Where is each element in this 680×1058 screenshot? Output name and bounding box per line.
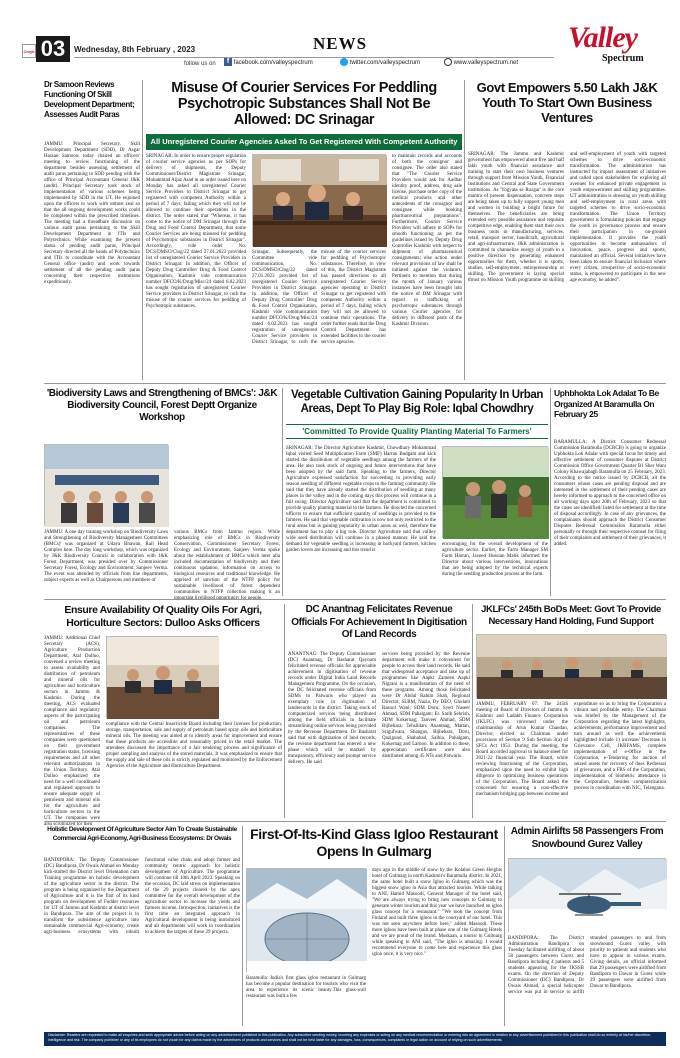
article-anantnag xyxy=(288,604,470,818)
headline-samoon: Dr Samoon Reviews Functioning Of Skill Development Department; Assesses Audit Paras xyxy=(44,80,135,119)
column-divider xyxy=(472,604,473,818)
helicopter-photo-graphic xyxy=(509,859,667,933)
headline-airlifts: Admin Airlifts 58 Passengers From Snowbound Gurez Valley xyxy=(510,826,664,850)
photo-seedlings xyxy=(442,446,548,538)
facebook-url: facebook.com/valleyspectrum xyxy=(233,60,313,66)
headline-vegetable: Vegetable Cultivation Gaining Popularity In Urban Areas, Dept To Play Big Role: Iqbal Chowdhry xyxy=(291,389,543,415)
article-lokadalat xyxy=(554,388,666,596)
column-divider xyxy=(142,80,143,380)
headline-jklfc: JKLFCs' 245th BoDs Meet: Govt To Provide Necessary Hand Holding, Fund Support xyxy=(481,604,661,627)
workshop-photo-graphic xyxy=(45,445,169,527)
body-agri-policy: BANDIPORA: The Deputy Commissioner (DC) Bandipora, Dr Owais Ahmad on Monday kick-started the District level Orientation cum Training programme on holistic development of the agriculture sector in the district. The program is being organized by the Department of Agriculture and it is the first of its kind program on development of Fodder resources for UT of Jammu and Kashmir at district level in Bandipora. The aim of the project is to transform the subsistence agriculture into sustainable commercial Agri-economy, create agri-business ecosystems with inbuilt functional value chain and adopt farmer and community centric approach for holistic development of Agriculture. The programme will continue till 10th April 2023. Speaking on the occasion, DC laid stress on implementation of the 29 projects cleared by the apex committee for the overall development of the agriculture sector to increase the yields and farmers income. Introspection, initiatives is the first time an integrated approach in Agricultural development is being introduced and all departments will work in coordination to achieve the targets of these 29 projects. xyxy=(44,858,240,935)
article-airlifts xyxy=(508,826,666,1026)
article-agri-policy xyxy=(44,826,240,1026)
brand-title: Valley xyxy=(568,21,637,54)
headline-anantnag: DC Anantnag Felicitates Revenue Officials For Achievement In Digitisation Of Land Records xyxy=(291,604,467,640)
globe-icon xyxy=(444,58,452,66)
photo-helicopter xyxy=(508,858,666,932)
column-divider xyxy=(504,826,505,1026)
oils-meeting-photo-graphic xyxy=(107,637,219,719)
brand-subtitle: Spectrum xyxy=(602,53,644,64)
article-samoon xyxy=(44,80,140,418)
body-youth: SRINAGAR: The Jammu and Kashmir government has empowered about five and half lakh youth with financial assistance and training to start their own business ventures through support from Mission Youth, Financial Institutions and Central and State Government institutions. As 'Yogyata se Rozgar' is the core mantra of present dispensation, concrete steps are being taken up to fully support young men and women in building a bright future for themselves. The beneficiaries are being extended very possible assistance and requisite competitive edge, enabling them start their own business units in manufacturing, services, retail, transport sector, handicraft, agricultural and agri-infrastructure. J&K administration is committed to channelize energy of youth in a positive direction by generating enhanced opportunities for them, whether it is sports, studies, self-employment, entrepreneurship or skilling. The government is laying special thrust on Mission Youth programme on skilling and self-employment of youth with targeted schemes to drive socio-economic transformation. The administration has instructed for impact assessment of initiatives and called upon stakeholders for exploring all avenues for enhanced private engagement in youth empowerment and skilling programmes. UT administration is stressing on youth skilling and self-employment in rural areas with targeted schemes to drive socio-economic transformation. The Union Territory government is formulating policies that engage the youth in governance process and ensure their participation in on-ground implementation. It provides the youth opportunities to become ambassadors of innovation, peace, progress and sports, maintained an official. Several initiatives have been taken to ensure financial inclusion where every citizen, irrespective of socio-economic status, is empowered to participate in the new age economy, he added". xyxy=(468,152,666,283)
twitter-icon xyxy=(340,58,348,66)
article-youth xyxy=(468,80,666,380)
footer-disclaimer: Disclaimer: Readers are requested to make all enquiries and seek appropriate advice before acting on any advertisement published in this publication. Any subscriber sending money, incurring any expenses or acting on any medical recommendation or entering into an agreement in relation to any advertisement published in this publication shall do so entirely at his/her discretion, intelligence and risk. The company publisher or any of its employees do not vouch for any claims made by the advertisers of products and services and shall not be held liable for any damages, loss, consequences, complaints or legal action on account of relying on such advertisements. xyxy=(44,1032,666,1046)
body-biodiversity-right: various BMCs from Jammu region. While emphasizing role of BMCs in Biodiversity Conservation, Commissioner Secretary Forest, Ecology and Environment, Sanjeev Verma spoke about the establishment of BMCs which inter alia included documentation of biodiversity and their continuous updation, information on access to biological resources and traditional knowledge. He apprised of sanction of the NTFP policy for sustainable livelihood of forest dependent communities in NTFP collection making it an xyxy=(174,530,280,595)
seedlings-photo-graphic xyxy=(443,447,549,539)
subhead-bar-courier: All Unregistered Courier Agencies Asked To Get Registered With Competent Authority xyxy=(146,134,462,150)
headline-youth: Govt Empowers 5.50 Lakh J&K Youth To Start Own Business Ventures xyxy=(476,80,658,125)
article-igloo xyxy=(246,826,502,1026)
row-divider xyxy=(44,599,666,600)
photo-jklfc-meeting xyxy=(476,634,666,698)
body-anantnag-left: ANANTNAG: The Deputy Commissioner (DC) Anantnag, Dr Basharat Qayoom felicitated revenue officials for appreciable achievement in digitisation of revenue records under Digital India Land Records Management Programme. On the occasion, the DC felicitated revenue officials from SDMs to Patwaris who played an exemplary role in digitisation of landrecords in the district. Taking stock of computerized services being distributed among the field officials to facilitate streamlining online services being provided by the Revenue Department. Dr Basharat said that with digitization of land records, the revenue department has entered a new phase which will be marked by transparency, efficiency and prompt service delivery. He said xyxy=(288,652,376,765)
photo-courier-meeting xyxy=(252,154,386,246)
photo-workshop xyxy=(44,444,168,526)
body-lokadalat: BARAMULLA: A District Consumer Redressal Commission Baramulla (DCRCB) is going to organize Upbhokta Lok Adalat with special focus for timely and effective settlement of consumer disputes at District Commission Office Government Quarter B1 Sher Wani Colony Khawajabagh Baramulla on 25 February, 2023. According to the notice issued by DCRCB, all the consumers whose cases are pending disposal and are interested in the settlement of their pending cases are hereby informed to approach to the concerned office on all working days upto 20th of February, 2023 so that the cases are identified/ listed for settlement at the time of disposal accordingly. In case of any grievances, the complainants should approach the District Consumer Disputes Redressal Commission Baramulla either personally or through their respective counsel for filing of their complaints and settlement of their grievances, it added. xyxy=(554,440,666,547)
date-line: Wednesday, 8th February , 2023 xyxy=(74,45,196,54)
jklfc-photo-graphic xyxy=(477,635,667,699)
body-courier-right: to maintain records and accounts of both the consignor and consignee. The order also stated that "The Courier Service Providers would ask for Aadhar identity proof, address, drug sale license, purchase order copy of the medical products and other antecedents of the consignor and consignee while booking pharmaceutical preparations". Furthermore, Courier Service Providers will adhere to SOPs for smooth functioning as per the guidelines issued by Deputy Drug Controller Kashmir with respect to shipment of pharmaceutical consignments; else action under relevant provisions of law shall be initiated against the violators. Pertinent to mention that during the month of January various instances have been brought into the notice of DM Srinagar with regard to trafficking of psychotropic substances through various Courier agencies for delivery in different parts of the Kashmir Division. xyxy=(392,154,462,327)
caption-igloo: Baramulla: India's first glass igloo restaurant in Gulmarg has become a popular destination for tourists who visit the area to experience its scenic beauty.This glass-wall restaurant was built a few xyxy=(246,976,366,999)
headline-oils: Ensure Availability Of Quality Oils For Agri, Horticulture Sectors: Dulloo Asks Officers xyxy=(64,604,262,629)
facebook-icon: f xyxy=(224,58,232,66)
igloo-photo-graphic xyxy=(247,869,367,973)
body-courier-mid: Srinagar. Subsequently, the Committee vide communication, No. DCS/DMSO/Clog/22 dated 27.01.2023 provided list of unregistered Courier Service Providers in District Srinagar. In addition, the Officer of Deputy Drug Controller/ Drug & Food Control Organisation, Kashmir vide communication number DFCO/K/Drug/Misc/24 dated 6.02.2023 has sought registration of unregistered Courier Service providers in District Srinagar, to curb the misuse of the courier services for peddling of Psychotropic substances. Therefore, in view of this, the District Magistrate has passed directions to all unregistered Courier Service agencies operating in District Srinagar to get registered with competent Authority within a period of 7 days, failing which they will not be allowed to continue their operations. The order further reads that the Drug Control Department has extended facilities to the courier service agencies. xyxy=(252,250,386,345)
headline-lokadalat: Uphbhokta Lok Adalat To Be Organized At Baramulla On February 25 xyxy=(554,388,659,419)
row-divider xyxy=(44,821,666,822)
headline-courier: Misuse Of Courier Services For Peddling Psychotropic Substances Shall Not Be Allowed: DC Srinagar xyxy=(171,80,437,128)
article-courier xyxy=(146,80,462,380)
cmyk-tab: Cmyk xyxy=(22,44,36,58)
meeting-photo-graphic xyxy=(253,155,387,247)
follow-label: follow us on xyxy=(184,61,216,67)
page-number: 03 xyxy=(36,36,70,62)
column-divider xyxy=(284,604,285,818)
twitter-link[interactable] xyxy=(340,58,440,69)
column-divider xyxy=(464,80,465,380)
photo-oils-meeting xyxy=(106,636,218,718)
web-url: www.valleyspectrum.net xyxy=(453,60,519,66)
column-divider xyxy=(242,826,243,1026)
article-vegetable xyxy=(286,388,548,596)
twitter-url: twitter.com/valleyspectrum xyxy=(349,60,421,66)
column-divider xyxy=(282,388,283,596)
column-divider xyxy=(550,388,551,596)
headline-biodiversity: 'Biodiversity Laws and Strengthening of BMCs': J&K Biodiversity Council, Forest Deptt Organize Workshop xyxy=(46,388,278,423)
headline-igloo: First-Of-Its-Kind Glass Igloo Restaurant Opens In Gulmarg xyxy=(250,826,498,859)
row-divider xyxy=(44,383,666,384)
brand-logo xyxy=(562,22,662,68)
section-title: NEWS xyxy=(312,34,368,53)
web-link[interactable] xyxy=(444,58,554,69)
body-oils-right: compliance with the Central Insecticide Board including their licenses for production, storage, transportation, sale and supply of petroleum based spray oils and horticulture mineral oils. The meeting was aimed at to identify areas for improvement and ensure that these products are accessible and reasonably priced in the retail market. The attendees discussed the importance of a fair tendering process and significance of proper sampling and analysis of the stored materials. It was emphasized to ensure that the supply and sale of these oils is strictly regulated and monitored by the Enforcement Agencies of the Agriculture and Horticulture Department. xyxy=(106,722,282,769)
body-airlifts: BANDIPORA: The District Administration Bandipora on Tuesday facilitated airlifting of about 58 passengers between Gurez and Bandipora including 4 patients and 5 students appearing for the JKSSB exams. On the direction of Deputy Commissioner (DC) Bandipora, Dr Owais Ahmad, a special helicopter service was put in service to airlift stranded passengers to and from snowbound Gurez valley with priority to patients and students who have to appear in various exams. Giving details, an official informed that 29 passengers were airlifted from Bandipora to Dawar in Gurez while 29 passengers were airlifted from Dawar to Bandipora. xyxy=(508,936,666,995)
body-courier-left: SRINAGAR: In order to ensure proper regulation of courier service agencies as per SOPs for delivery of shipments, the Deputy Commissioner/District Magistrate Srinagar, Mohammad Aijaz Asad in an order issued here on Monday has asked all unregistered Courier Service Providers in District Srinagar to get registered with competent Authority within a period of 7 days, failing which they will not be allowed to continue their operations in the district. The order stated that "Whereas, it has come to the notice of DM Srinagar through the Drug and Food Control Department, that some Courier Services are being misused for peddling of Psychotropic substances in District Srinagar". Accordingly, vide order No. DCS/DMSO/Clog/22 dated 27.01.2023 provided list of unregistered Courier Service Providers in District Srinagar. In addition, the Officer of Deputy Drug Controller/ Drug & Food Control Organisation, Kashmir vide communication number DFCO/K/Drug/Misc/24 dated 6.02.2023 has sought registration of unregistered Courier Service providers in District Srinagar, to curb the misuse of the courier services for peddling of Psychotropic substances. xyxy=(146,154,246,309)
article-oils xyxy=(44,604,282,827)
body-vegetable-right: encouraging for the overall development of the agriculture sector. Earlier, the Farm Manager SM Farm Harran, Javeed Hussian Malik informed the Director about various interventions, innovations that are being adopted by the technical experts during the seedling production process at the farm. xyxy=(442,542,548,577)
body-vegetable-top: SRINAGAR: The Director Agriculture Kashmir, Chowdhary Mohammad Iqbal visited Seed Multiplication Farm (SMF) Harran Budgam and kick started the distribution of vegetable seedlings among the farmers of the area. He also took stock of ongoing and future interventions that have been adopted by the said farm. Speaking to the farmers, Director Agriculture expressed satisfaction for succeeding in providing early season seedling of different vegetable crops to the farming community. He said that they have already started the distribution of seedling at many places in the valley and in the coming days this process will continue in a full swing. Director Agriculture said that the department is committed to provide quality planting material to the farmers. He directed the concerned officers to ensure that sufficient quantity of seedlings is provided to the farmers. He said that vegetable cultivation is now not only restricted to the rural areas but is gaining popularity in urban areas as well, therefore the department has to play a big role. Director Agriculture said that vallley wide seed distribution will continue in a phased manner. He said the demand for vegetable seedling is increasing in backyard farmers, kitchen garden lovers are increasing and this trend is xyxy=(286,446,436,553)
body-biodiversity-left: JAMMU: A one day training workshop on 'Biodiversity Laws and Strengthening of Biodiversity Management Committees (BMCs)' was organized at Udaya Bhawan, Rail Head Complex here. The day long workshop, which was organized by J&K Biodiversity Council in collaboration with J&K Forest Department, was presided over by Commissioner Secretary Forest, Ecology and Environment, Sanjeev Verma. The event was attended by officials from line departments, subject experts as well as Chairpersons and members of xyxy=(44,530,168,583)
body-anantnag-right: services being provided by the Revenue department will make it convenient for people to access their land records. He said that widespread acceptance and take up of programmes like Aapki Zameen Aapki Nigrani is a manifestation of the need of these programs. Among those felicitated were Dr Abdul Rahim Shah, Regional Director, SLRM, Nazia, Dy DEO, Ghulam Rasool Wani, SDM Doru; Syed Naseer Ahmad, SDM Pahalgam; Er. Sarib Sehrish, SDM Kokernag; Tanveer Ahmad, SDM Bijbehara; Tehsildars Anantnag, Mattan, Srigufwara, Shangus, Bijbehara, Doru, Qazigund, Shahabad, Salhia, Pahalgam, Kokernag and Larnoo. In addition to these, appreciation certificates were also distributed among 45 NTs and Patwaris. xyxy=(382,652,470,759)
body-oils-left: JAMMU: Additional Chief Secretary (ACS), Agriculture Production Department, Atal Dulloo, convened a review meeting to assess availability and distribution of petroleum and mineral oils for agriculture and horticulture sectors in Jammu & Kashmir. During the meeting, ACS evaluated compliance and regulatory aspects of the participating oil and petroleum companies. The representatives of these companies were questioned on their government registration status, licensing requirements and all other relevant authorizations in the Union Territory. Atal Dulloo emphasized the need for a well coordinated and regulated approach to ensure adequate supply of petroleum and mineral oils for the agriculture and horticulture sectors in the UT. The companies were also scrutinized for their xyxy=(44,636,100,827)
article-biodiversity xyxy=(44,388,280,596)
headline-agri-policy: Holistic Development Of Agriculture Sector Aim To Create Sustainable Commercial Agri-Economy, Agri-Business Ecosystems: Dr Owais xyxy=(47,826,237,842)
masthead xyxy=(0,0,680,72)
facebook-link[interactable] xyxy=(224,58,334,69)
article-jklfc xyxy=(476,604,666,818)
body-igloo: days ago in the middle of snow by the Kolahoi Green Heights hotel of Gulmarg in north Kashmir's Baramulla district. In 2021, the same hotel built a snow Igloo in Gulmarg which was the biggest snow igloo in Asia that attracted tourists. While talking to ANI, Hamid Masoodi, General Manager of the hotel said, "We are always trying to bring new concepts to Gulmarg to generate winter tourism and this year we have launched an igloo glass concept for a restaurant." "We took the concept from Finland and built three igloos in the courtyard of our hotel. This was not seen anywhere before here," added Masoodi. These more igloos have been built at phase one of the Gulmarg Hotels and we are proud of the brand. Muskaan, a tourist in Gulmarg while speaking to ANI said, "The igloo is amazing. I would recommend everyone to come here and experience this glass igloo once, it is very nice." xyxy=(372,868,502,957)
subhead-bar-vegetable: 'Committed To Provide Quality Planting Material To Farmers' xyxy=(286,424,548,439)
photo-igloo xyxy=(246,868,366,972)
body-samoon: JAMMU: Principal Secretary, Skill Development Department (SDD), Dr Asgar Hassan Samoon, today chaired an officers' meeting to review functioning of the department besides assessing settlement of audit paras pertaining to SDD pending with the office of Principal Accountant General J&K (audit). Principal Secretary took stock of implementation of various schemes being implemented by SDD in the UT. He enjoined upon the officers to work with utmost zeal so that the all ongoing development works could be completed within the prescribed timelines. The meeting had a threadbare discussion on various audit paras pertaining to the Skill Development Department in ITIs and Polytechnics. While examining the present status of pending audit paras, Principal Secretary directed all the heads of Polytechnics and ITIs to coordinate with the Accountant General office (audit) and work towards settlement of all the pending audit paras concerning their respective institutions expeditiously. xyxy=(44,142,140,285)
body-jklfc: JAMMU, FEBRUARY 07: The 245th meeting of Board of Directors of Jammu & Kashmir and Ladakh Finance Corporation (JKLFC) was convened under the chairmanship of Arun Kumar Chandan, Director, elected as Chairman under provisions of Section 9 Sub Section 3(a) of SFCs Act 1951. During the meeting, the Board accorded approval to balance sheet for 2021-22 financial year. The Board, while reviewing functioning of the Corporation, emphasized upon the need to exhibit high diligence in optimizing business operations of the Corporation. The Board asked the concerned for ensuring a cost-effective mechanism bridging gap between income and expenditure so as to bring the Corporation a vibrant and profitable entity. The Chairman was briefed by the Management of the Corporation regarding the latest highlights, achievements, performance improvement and turn around as well the achievements highlighted include 1) increase/ Decrease in Grievance Cell, JKBFAMS, complete implementation of e-Office in the Corporation, e-Tendering for auction of seized assets for recovery of dues Redressal of grievances, and a FRS of the Corporation, implementation of biometric attendance in the Corporation, besides computerization process in coordination with NIC, Telangana. xyxy=(476,702,666,797)
